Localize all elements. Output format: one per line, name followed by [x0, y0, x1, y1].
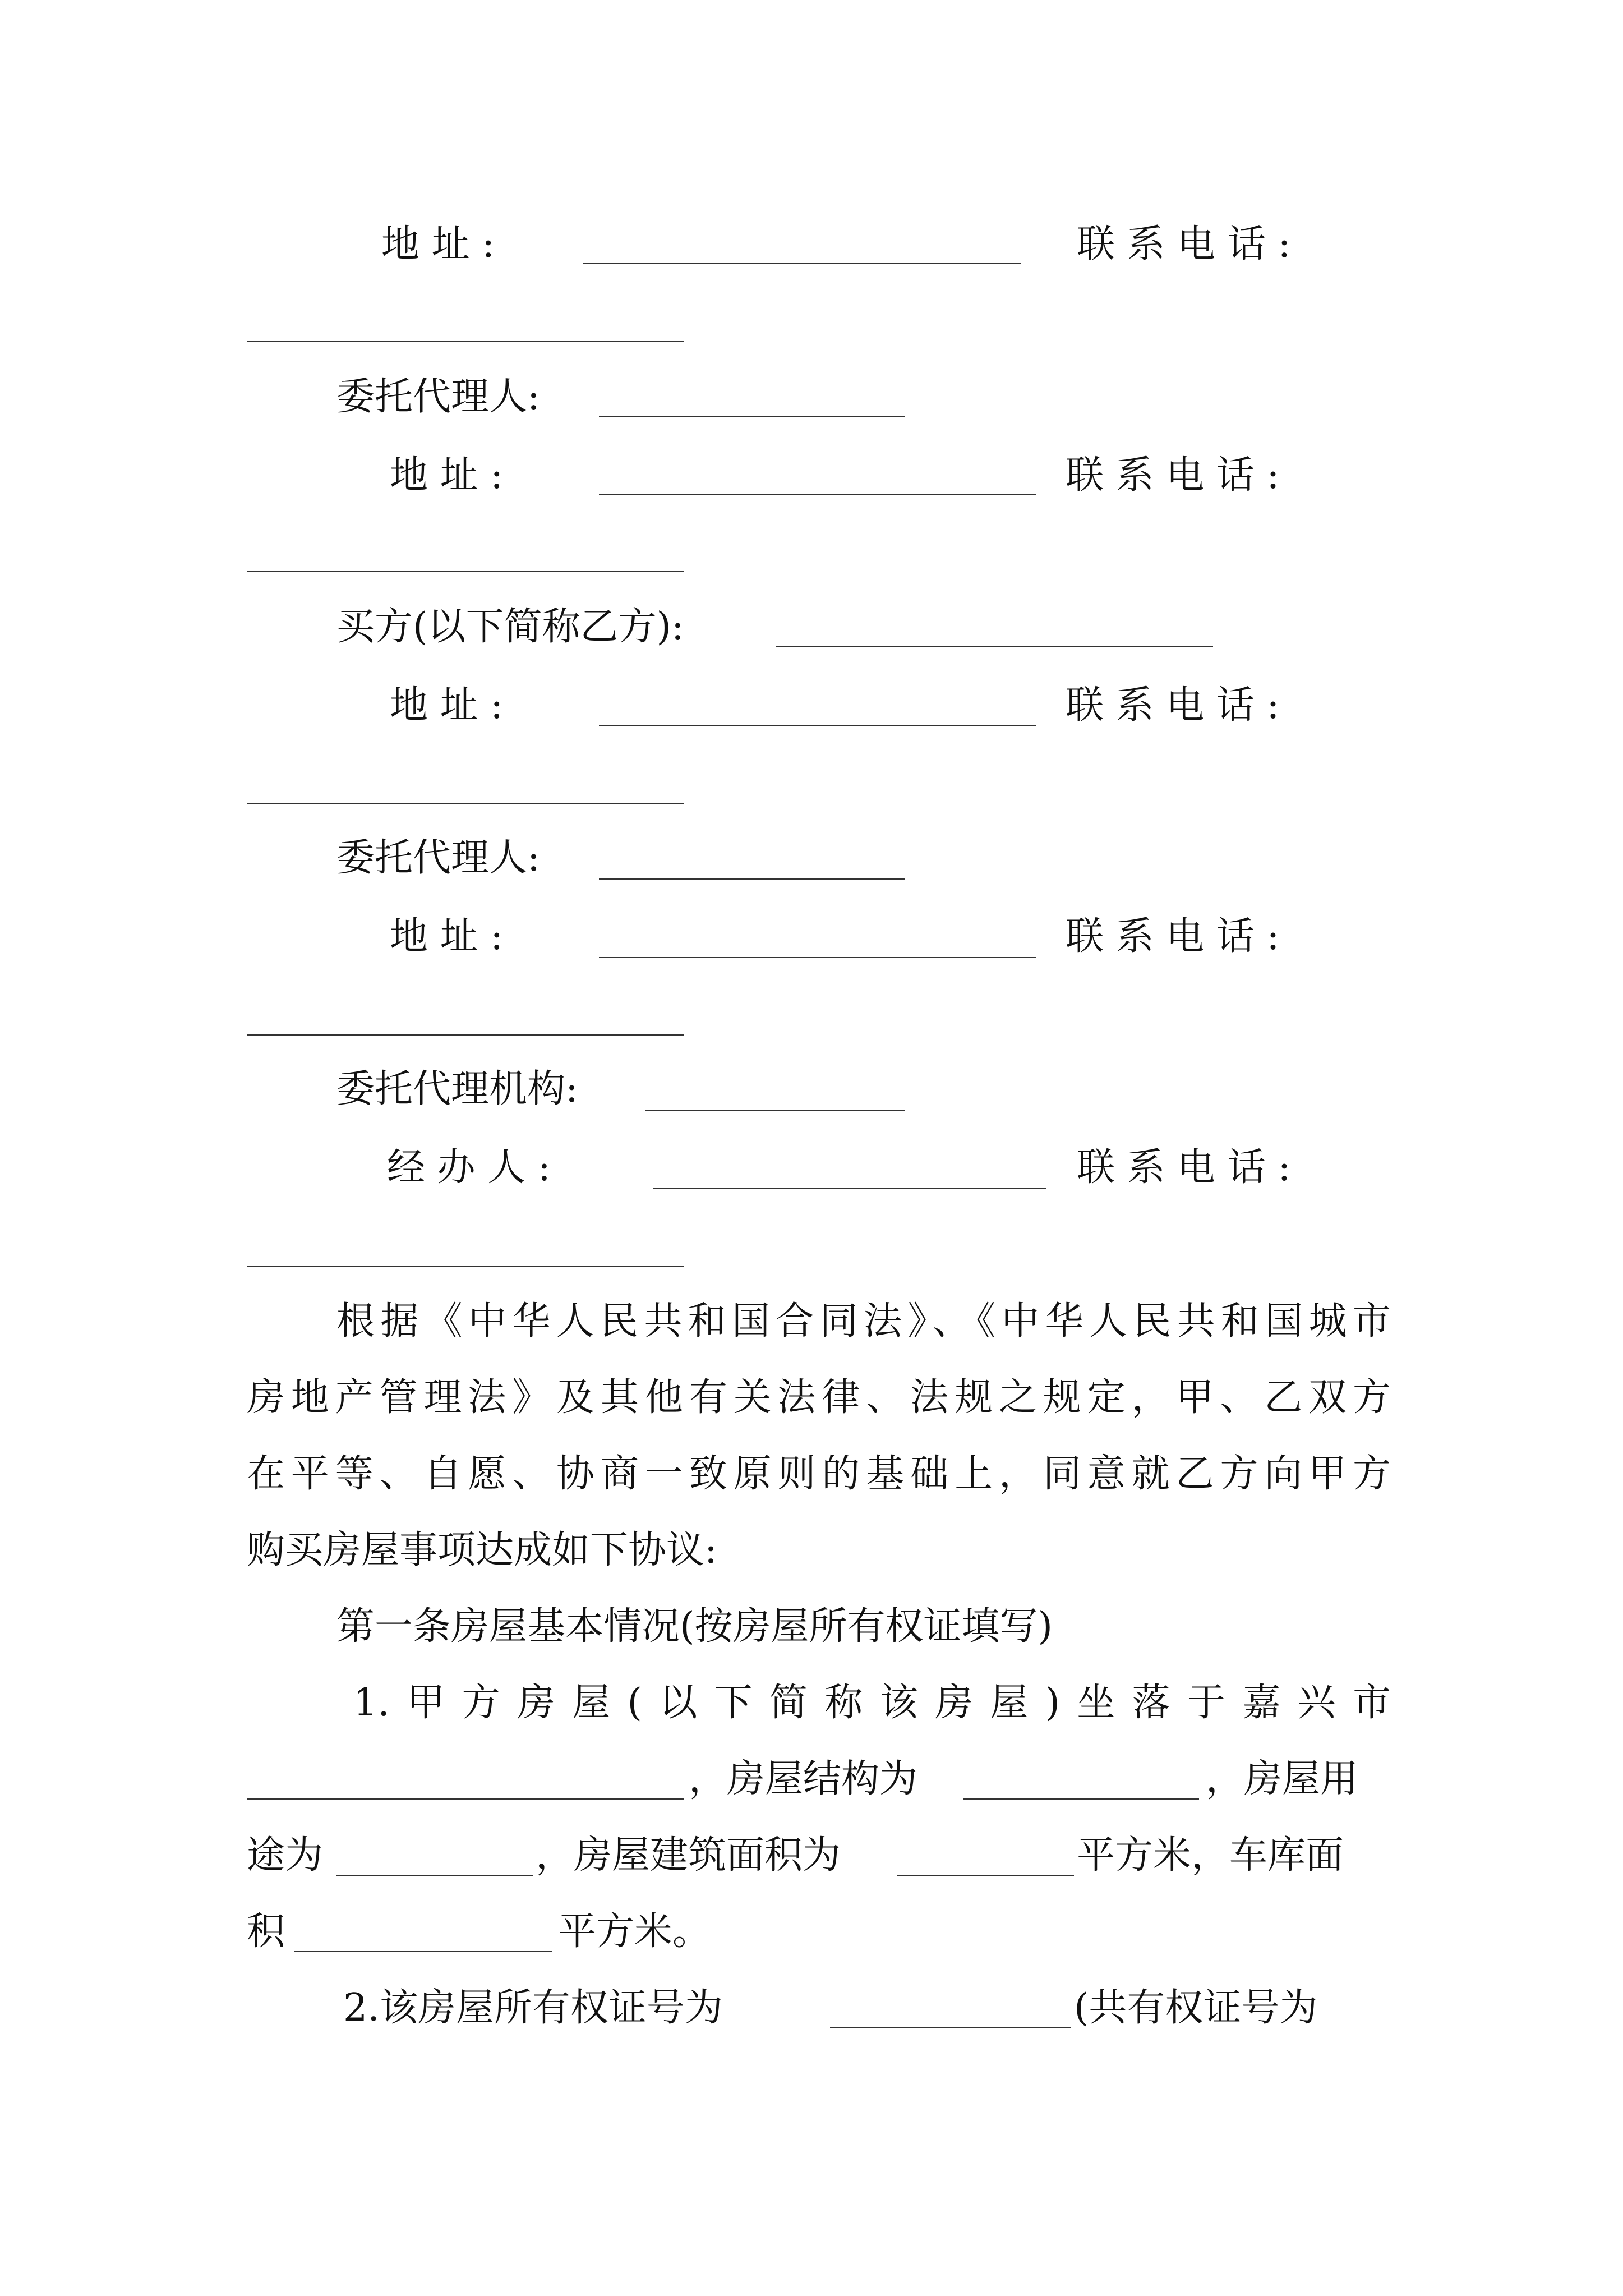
sqm-label: 平方米。	[558, 1910, 711, 1954]
usage-blank[interactable]	[336, 1875, 533, 1876]
usage-label-start: ，房屋用	[1206, 1757, 1359, 1801]
phone-blank-1[interactable]	[247, 341, 684, 342]
address-label-4: 地 址 :	[390, 914, 504, 959]
phone-label-5: 联 系 电 话 :	[1077, 1145, 1291, 1190]
phone-blank-5[interactable]	[247, 1266, 684, 1267]
body-line-3: 在平等、自愿、协商一致原则的基础上，同意就乙方向甲方	[247, 1452, 1391, 1496]
body-line-4: 购买房屋事项达成如下协议:	[247, 1528, 717, 1572]
phone-label-4: 联 系 电 话 :	[1066, 914, 1280, 959]
agent-label-1: 委托代理人:	[336, 375, 540, 419]
phone-blank-3[interactable]	[247, 803, 684, 804]
structure-label: ，房屋结构为	[689, 1757, 918, 1801]
address-label-2: 地 址 :	[390, 453, 504, 498]
co-ownership-label: (共有权证号为	[1074, 1986, 1318, 2030]
phone-label-1: 联 系 电 话 :	[1077, 222, 1291, 266]
agency-blank[interactable]	[645, 1110, 905, 1111]
address-blank-3[interactable]	[599, 725, 1036, 726]
phone-label-3: 联 系 电 话 :	[1066, 683, 1280, 728]
phone-blank-2[interactable]	[247, 571, 684, 572]
garage-area-label-end: 积	[247, 1910, 285, 1954]
buyer-label: 买方(以下简称乙方):	[336, 605, 684, 649]
certificate-label: 2.该房屋所有权证号为	[343, 1986, 723, 2030]
location-blank[interactable]	[247, 1798, 684, 1800]
body-line-2: 房地产管理法》及其他有关法律、法规之规定，甲、乙双方	[247, 1375, 1391, 1420]
body-line-1: 根据《中华人民共和国合同法》、《中华人民共和国城市	[336, 1299, 1391, 1343]
garage-area-label: 平方米，车库面	[1077, 1833, 1344, 1878]
phone-blank-4[interactable]	[247, 1034, 684, 1036]
address-blank-4[interactable]	[599, 957, 1036, 958]
agent-blank-1[interactable]	[599, 416, 905, 417]
certificate-blank[interactable]	[830, 2027, 1071, 2028]
building-area-label: ，房屋建筑面积为	[536, 1833, 841, 1878]
address-blank-1[interactable]	[583, 263, 1021, 264]
agent-label-2: 委托代理人:	[336, 836, 540, 880]
handler-blank[interactable]	[653, 1188, 1046, 1189]
agency-label: 委托代理机构:	[336, 1067, 578, 1111]
phone-label-2: 联 系 电 话 :	[1066, 453, 1280, 498]
buyer-blank[interactable]	[776, 646, 1213, 647]
structure-blank[interactable]	[963, 1798, 1199, 1800]
item-1-line-1: 1.甲方房屋(以下简称该房屋)坐落于嘉兴市	[353, 1681, 1391, 1725]
building-area-blank[interactable]	[897, 1875, 1074, 1876]
article-1-heading: 第一条房屋基本情况(按房屋所有权证填写)	[336, 1604, 1053, 1649]
garage-area-blank[interactable]	[294, 1951, 552, 1952]
address-label-3: 地 址 :	[390, 683, 504, 728]
agent-blank-2[interactable]	[599, 878, 905, 880]
address-label-1: 地 址 :	[381, 222, 495, 266]
usage-label-end: 途为	[247, 1833, 324, 1878]
handler-label: 经 办 人 :	[387, 1145, 551, 1190]
address-blank-2[interactable]	[599, 494, 1036, 495]
